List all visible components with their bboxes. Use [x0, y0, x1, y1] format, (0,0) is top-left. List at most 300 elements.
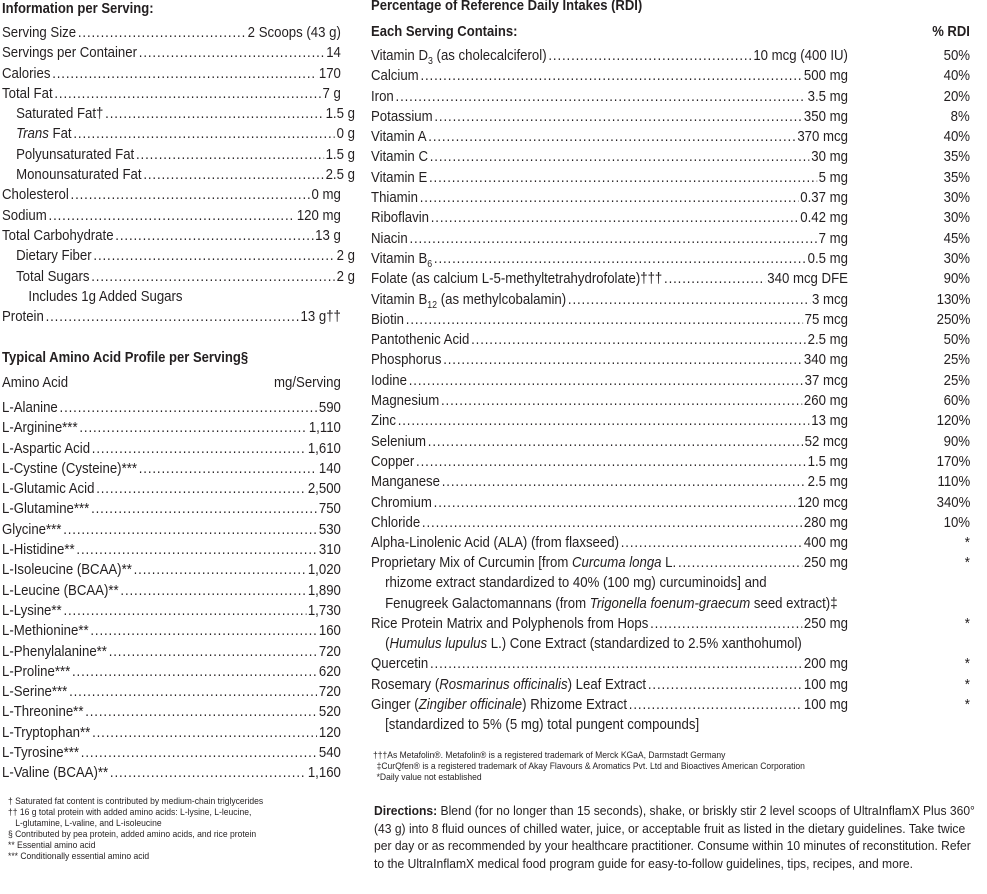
- rdi-label: Magnesium: [371, 392, 440, 410]
- info-row: [2, 23, 341, 43]
- rdi-leader: [371, 350, 848, 370]
- trans-label-italic: Trans: [16, 125, 49, 143]
- rice-pct: *: [964, 614, 970, 632]
- rdi-label: Manganese: [371, 473, 440, 491]
- leader-dots: [79, 418, 307, 438]
- rdi-value: 350 mg: [803, 107, 848, 125]
- leader-dots: [52, 64, 317, 84]
- leader-dots: [434, 107, 802, 127]
- info-row: [2, 43, 341, 63]
- amino-row-value: 1,160: [307, 764, 341, 782]
- amino-row: [2, 499, 341, 519]
- amino-row-value: 140: [318, 459, 341, 477]
- leader-dots: [139, 43, 325, 63]
- leader-dots: [92, 439, 306, 459]
- ginger-line2: [standardized to 5% (5 mg) total pungent compounds]: [385, 716, 700, 734]
- leader-dots: [429, 168, 817, 188]
- leader-dots: [442, 472, 806, 492]
- leader-dots: [49, 206, 296, 226]
- rice-label: Rice Protein Matrix and Polyphenols from Hops: [371, 614, 649, 632]
- info-row-label: Total Fat: [2, 84, 53, 102]
- rdi-label-sub: 6: [427, 258, 433, 270]
- curcumin-line3: [371, 594, 898, 614]
- rdi-row: [371, 330, 970, 350]
- rdi-row: [371, 533, 970, 553]
- rdi-leader: [371, 371, 848, 391]
- rdi-row: [371, 66, 970, 86]
- info-note: Includes 1g Added Sugars: [28, 287, 183, 305]
- rdi-row: [371, 432, 970, 452]
- info-row: [2, 267, 355, 287]
- leader-dots: [664, 269, 765, 289]
- curcumin-leader: [371, 553, 848, 573]
- amino-row-value: 540: [318, 744, 341, 762]
- info-row-label: Servings per Container: [2, 44, 138, 62]
- rdi-col-name: Each Serving Contains:: [371, 24, 518, 40]
- rdi-leader: [371, 66, 848, 86]
- rdi-leader: [371, 533, 848, 553]
- leader-dots: [431, 208, 799, 228]
- amino-row-label: L-Glutamic Acid: [2, 480, 95, 498]
- amino-row-label: L-Histidine**: [2, 541, 75, 559]
- info-row-value: 2 g: [336, 267, 355, 285]
- rdi-label: Selenium: [371, 432, 427, 450]
- rdi-label: Potassium: [371, 107, 433, 125]
- info-row-label: Dietary Fiber: [16, 247, 92, 265]
- leader-dots: [471, 330, 806, 350]
- rdi-label: Thiamin: [371, 189, 418, 207]
- info-row: [2, 206, 341, 226]
- leader-dots: [409, 229, 816, 249]
- rdi-value: 3 mcg: [812, 290, 848, 308]
- rdi-row: [371, 513, 970, 533]
- rdi-pct: 45%: [943, 229, 970, 247]
- footnote: ** Essential amino acid: [8, 840, 96, 851]
- leader-dots: [105, 104, 324, 124]
- rdi-value: 120 mcg: [797, 493, 848, 511]
- leader-dots: [91, 267, 335, 287]
- curcumin-line2: rhizome extract standardized to 40% (100 mg) curcuminoids] and: [385, 574, 767, 592]
- amino-row-label: L-Lysine**: [2, 601, 62, 619]
- leader-dots: [91, 499, 317, 519]
- amino-row: [2, 418, 341, 438]
- rdi-pct: 8%: [950, 107, 970, 125]
- rdi-pct: 35%: [943, 148, 970, 166]
- footnote: †††As Metafolin®. Metafolin® is a registered trademark of Merck KGaA, Darmstadt Germany: [373, 750, 726, 761]
- rdi-row: [371, 168, 970, 188]
- info-row-value: 13 g††: [300, 308, 341, 326]
- amino-row: [2, 642, 341, 662]
- leader-dots: [72, 662, 317, 682]
- rdi-value: 75 mcg: [804, 310, 848, 328]
- rdi-leader: [371, 269, 848, 289]
- amino-row: [2, 702, 341, 722]
- rdi-label: Calcium: [371, 67, 419, 85]
- leader-dots: [63, 520, 317, 540]
- leader-dots: [109, 642, 317, 662]
- rdi-value: 0.37 mg: [800, 189, 848, 207]
- rdi-leader: [371, 188, 848, 208]
- footnote: ‡CurQfen® is a registered trademark of Akay Flavours & Aromatics Pvt. Ltd and Bioactives American Corporation: [376, 761, 805, 772]
- amino-row: [2, 398, 341, 418]
- amino-row-value: 160: [318, 622, 341, 640]
- curcumin-label-a: Proprietary Mix of Curcumin [from: [371, 554, 572, 571]
- rdi-leader: [371, 310, 848, 330]
- rdi-label-main: Vitamin B: [371, 290, 428, 308]
- rdi-row: [371, 147, 970, 167]
- leader-dots: [441, 391, 802, 411]
- rdi-leader: [371, 411, 848, 431]
- rice-line2-b: L.) Cone Extract (standardized to 2.5% xanthohumol): [487, 635, 802, 653]
- amino-row: [2, 682, 341, 702]
- rosemary-row: [371, 675, 970, 695]
- rdi-leader: [371, 513, 848, 533]
- rdi-title: Percentage of Reference Daily Intakes (RDI): [371, 0, 643, 14]
- footnote: †† 16 g total protein with added amino acids: L-lysine, L-leucine,: [8, 807, 252, 818]
- amino-row-value: 1,610: [307, 439, 341, 457]
- ginger-label-b: ) Rhizome Extract: [522, 696, 628, 714]
- leader-dots: [428, 127, 795, 147]
- rdi-row: [371, 472, 970, 492]
- rdi-value: 1.5 mg: [807, 452, 848, 470]
- info-row-value: 1.5 g: [325, 145, 355, 163]
- info-row-label: [16, 124, 72, 144]
- leader-dots: [136, 145, 324, 165]
- rdi-label: Chromium: [371, 493, 432, 511]
- leader-dots: [63, 601, 306, 621]
- curcumin-value: 250 mg: [803, 554, 848, 571]
- leader-dots: [430, 147, 810, 167]
- ginger-pct: *: [964, 696, 970, 714]
- rdi-pct: 90%: [943, 432, 970, 450]
- info-row: [2, 84, 341, 104]
- amino-row-label: L-Proline***: [2, 662, 71, 680]
- info-row-label: Polyunsaturated Fat: [16, 145, 135, 163]
- rdi-label-main: Vitamin B: [371, 249, 428, 267]
- amino-row-value: 750: [318, 500, 341, 518]
- amino-row-value: 520: [318, 703, 341, 721]
- rdi-row: [371, 350, 970, 370]
- amino-row-value: 120: [318, 723, 341, 741]
- leader-dots: [621, 533, 802, 553]
- info-row: [2, 64, 341, 84]
- footnote: *Daily value not established: [376, 772, 482, 783]
- rdi-label-rest: (as methylcobalamin): [437, 290, 567, 308]
- rdi-value: 30 mg: [811, 148, 848, 166]
- rdi-label: Vitamin A: [371, 128, 427, 146]
- rdi-leader: [371, 229, 848, 249]
- amino-row: [2, 723, 341, 743]
- rdi-value: 500 mg: [803, 67, 848, 85]
- rdi-label-main: Vitamin D: [371, 47, 428, 64]
- info-row-value: 2.5 g: [325, 166, 355, 184]
- quercetin-pct: *: [964, 655, 970, 673]
- rdi-leader: [371, 127, 848, 147]
- amino-row: [2, 479, 341, 499]
- rdi-row: [371, 46, 970, 66]
- rdi-pct: 30%: [943, 249, 970, 267]
- info-row-value: 13 g: [315, 226, 341, 244]
- rdi-leader: [371, 87, 848, 107]
- curcumin-row: [371, 553, 970, 573]
- rice-line2: [371, 634, 898, 654]
- curcumin-label-b: L.: [661, 554, 677, 571]
- amino-row-value: 2,500: [307, 480, 341, 498]
- rdi-leader: [371, 168, 848, 188]
- rdi-value: 2.5 mg: [807, 473, 848, 491]
- curcumin-line3-b: seed extract)‡: [750, 594, 838, 612]
- info-row-label: Total Carbohydrate: [2, 226, 114, 244]
- info-row: [2, 145, 355, 165]
- amino-row-label: L-Arginine***: [2, 419, 78, 437]
- leader-dots: [81, 743, 317, 763]
- leader-dots: [143, 165, 324, 185]
- rdi-label: Riboflavin: [371, 209, 429, 227]
- rdi-label: [371, 46, 547, 66]
- rdi-label: [371, 249, 432, 269]
- amino-row-label: L-Tyrosine***: [2, 744, 80, 762]
- rdi-label: Folate (as calcium L-5-methyltetrahydrofolate)†††: [371, 270, 663, 288]
- amino-row-value: 1,110: [308, 419, 341, 437]
- amino-row-label: L-Leucine (BCAA)**: [2, 581, 119, 599]
- rdi-label: Zinc: [371, 412, 396, 430]
- leader-dots: [120, 581, 306, 601]
- leader-dots: [73, 124, 334, 144]
- rdi-pct: 40%: [943, 67, 970, 85]
- leader-dots: [443, 350, 802, 370]
- leader-dots: [396, 87, 806, 107]
- rdi-pct: 60%: [943, 392, 970, 410]
- info-row-value: 2 g: [336, 247, 355, 265]
- leader-dots: [85, 702, 317, 722]
- info-row-label: Protein: [2, 308, 44, 326]
- leader-dots: [678, 553, 802, 573]
- info-row-label: Calories: [2, 64, 51, 82]
- leader-dots: [115, 226, 313, 246]
- amino-header: [2, 373, 341, 393]
- directions-text: Blend (for no longer than 15 seconds), shake, or briskly stir 2 level scoops of UltraInflamX Plus 360° (43 g) into 8 fluid ounces of chilled water, juice, or acceptable fruit as listed in the dietary guidelines. Take twice per day or as recommended by your healthcare practitioner. Consume within 10 minutes of reconstitution. Refer to the UltraInflamX medical food program guide for easy-to-follow guidelines, tips, recipes, and more.: [374, 803, 975, 871]
- rdi-value: 0.5 mg: [807, 249, 848, 267]
- rdi-pct: 170%: [936, 452, 970, 470]
- ginger-leader: [371, 695, 848, 715]
- rosemary-value: 100 mg: [803, 675, 848, 693]
- amino-col-value: mg/Serving: [274, 374, 341, 391]
- leader-dots: [650, 614, 802, 634]
- rdi-row: [371, 107, 970, 127]
- info-title: Information per Serving:: [2, 1, 154, 17]
- footnote: § Contributed by pea protein, added amino acids, and rice protein: [8, 829, 257, 840]
- info-row: [2, 165, 355, 185]
- rdi-extra: [371, 553, 970, 736]
- rdi-label: Phosphorus: [371, 351, 442, 369]
- rdi-label: Biotin: [371, 310, 405, 328]
- rdi-value: 340 mcg DFE: [767, 270, 848, 288]
- rdi-label: Vitamin E: [371, 168, 428, 186]
- rdi-pct: 25%: [943, 371, 970, 389]
- amino-row-value: 310: [318, 541, 341, 559]
- amino-title-text: Typical Amino Acid Profile per Serving§: [2, 350, 249, 366]
- amino-row-value: 1,730: [307, 601, 341, 619]
- rdi-leader: [371, 249, 848, 269]
- rdi-value: 280 mg: [803, 513, 848, 531]
- leader-dots: [46, 307, 299, 327]
- leader-dots: [430, 654, 802, 674]
- amino-row-value: 1,020: [307, 561, 341, 579]
- rdi-leader: [371, 330, 848, 350]
- directions: [374, 802, 979, 872]
- rdi-pct: 30%: [943, 189, 970, 207]
- info-row: [2, 104, 355, 124]
- rdi-row: [371, 229, 970, 249]
- left-footnotes: [8, 796, 343, 862]
- rdi-pct: 120%: [936, 412, 970, 430]
- rdi-label: Vitamin C: [371, 148, 428, 166]
- amino-table: [2, 398, 341, 784]
- info-row-label: Cholesterol: [2, 186, 69, 204]
- rdi-leader: [371, 493, 848, 513]
- rdi-value: 0.42 mg: [800, 209, 848, 227]
- rdi-leader: [371, 432, 848, 452]
- leader-dots: [422, 513, 802, 533]
- rdi-label: [371, 290, 566, 310]
- amino-row-label: L-Serine***: [2, 683, 68, 701]
- rdi-row: [371, 127, 970, 147]
- ginger-value: 100 mg: [803, 696, 848, 714]
- rdi-leader: [371, 452, 848, 472]
- footnote: L-glutamine, L-valine, and L-isoleucine: [15, 818, 162, 829]
- curcumin-label: [371, 553, 676, 573]
- leader-dots: [428, 432, 803, 452]
- rdi-row: [371, 188, 970, 208]
- info-table: [2, 23, 355, 327]
- leader-dots: [434, 249, 806, 269]
- rdi-pct: 25%: [943, 351, 970, 369]
- amino-row-value: 530: [318, 520, 341, 538]
- rdi-label: Alpha-Linolenic Acid (ALA) (from flaxseed): [371, 534, 619, 552]
- amino-row-value: 590: [318, 399, 341, 416]
- rdi-pct: 110%: [937, 473, 970, 491]
- rdi-pct: 130%: [936, 290, 970, 308]
- rdi-label: Chloride: [371, 513, 421, 531]
- leader-dots: [409, 371, 803, 391]
- info-row-value: 7 g: [322, 84, 341, 102]
- rdi-value: 13 mg: [811, 412, 848, 430]
- rdi-pct: 40%: [943, 128, 970, 146]
- info-row: [2, 124, 355, 144]
- rdi-table: [371, 46, 970, 553]
- rosemary-pct: *: [964, 675, 970, 693]
- ginger-row: [371, 695, 970, 715]
- amino-row: [2, 662, 341, 682]
- rdi-value: 37 mcg: [804, 371, 848, 389]
- directions-label: Directions:: [374, 803, 438, 818]
- rdi-header: [371, 23, 970, 41]
- rdi-row: [371, 452, 970, 472]
- right-footnotes: [373, 750, 970, 783]
- rdi-pct: 250%: [936, 310, 970, 328]
- rdi-pct: 50%: [943, 47, 970, 64]
- info-row-value: 170: [318, 64, 341, 82]
- leader-dots: [548, 46, 751, 66]
- rosemary-label-a: Rosemary (: [371, 675, 440, 693]
- amino-row-label: L-Isoleucine (BCAA)**: [2, 561, 132, 579]
- curcumin-pct: *: [964, 554, 970, 571]
- leader-dots: [76, 540, 317, 560]
- amino-row: [2, 621, 341, 641]
- rdi-label: Niacin: [371, 229, 408, 247]
- rdi-row: [371, 290, 970, 310]
- rdi-label: Iodine: [371, 371, 407, 389]
- amino-row-value: 720: [318, 683, 341, 701]
- rdi-row: [371, 249, 970, 269]
- info-row: [2, 185, 341, 205]
- info-row-value: 2 Scoops (43 g): [247, 24, 341, 41]
- amino-row-label: L-Alanine: [2, 399, 58, 416]
- rice-value: 250 mg: [803, 614, 848, 632]
- rdi-leader: [371, 46, 848, 66]
- rdi-leader: [371, 391, 848, 411]
- amino-row: [2, 540, 341, 560]
- amino-row: [2, 581, 341, 601]
- rice-row: [371, 614, 970, 634]
- amino-row: [2, 743, 341, 763]
- rice-line2-i: Humulus lupulus: [389, 635, 488, 653]
- rdi-value: 2.5 mg: [807, 331, 848, 349]
- curcumin-line3-a: Fenugreek Galactomannans (from: [385, 594, 590, 612]
- leader-dots: [78, 23, 246, 43]
- amino-row-label: L-Threonine**: [2, 703, 84, 721]
- amino-row-label: L-Cystine (Cysteine)***: [2, 459, 137, 477]
- amino-row: [2, 763, 341, 783]
- amino-header-row: [2, 373, 341, 393]
- rdi-pct: 30%: [943, 209, 970, 227]
- amino-row: [2, 439, 341, 459]
- rdi-row: [371, 269, 970, 289]
- rosemary-leader: [371, 675, 848, 695]
- amino-row-label: L-Phenylalanine**: [2, 642, 107, 660]
- leader-dots: [420, 188, 799, 208]
- leader-dots: [434, 493, 796, 513]
- rdi-label-rest: (as cholecalciferol): [432, 47, 547, 64]
- leader-dots: [134, 560, 306, 580]
- amino-row-label: L-Aspartic Acid: [2, 439, 91, 457]
- amino-row-label: L-Tryptophan**: [2, 723, 91, 741]
- rdi-leader: [371, 472, 848, 492]
- amino-row-value: 1,890: [307, 581, 341, 599]
- info-row-label: Saturated Fat†: [16, 105, 104, 123]
- footnote: *** Conditionally essential amino acid: [8, 851, 150, 862]
- rdi-leader: [371, 107, 848, 127]
- amino-row-label: L-Glutamine***: [2, 500, 90, 518]
- rdi-value: 370 mcg: [797, 128, 848, 146]
- rosemary-label-b: ) Leaf Extract: [567, 675, 647, 693]
- rdi-row: [371, 411, 970, 431]
- rice-leader: [371, 614, 848, 634]
- rdi-value: 3.5 mg: [807, 87, 848, 105]
- amino-row-label: L-Valine (BCAA)**: [2, 764, 109, 782]
- info-row-value: 14: [326, 44, 341, 62]
- footnote: † Saturated fat content is contributed by medium-chain triglycerides: [8, 796, 264, 807]
- amino-title: [2, 349, 248, 367]
- rdi-row: [371, 391, 970, 411]
- leader-dots: [71, 185, 310, 205]
- leader-dots: [406, 310, 803, 330]
- curcumin-line3-i: Trigonella foenum-graecum: [589, 594, 751, 612]
- leader-dots: [69, 682, 317, 702]
- rdi-row: [371, 310, 970, 330]
- leader-dots: [139, 459, 317, 479]
- ginger-label-a: Ginger (: [371, 696, 419, 714]
